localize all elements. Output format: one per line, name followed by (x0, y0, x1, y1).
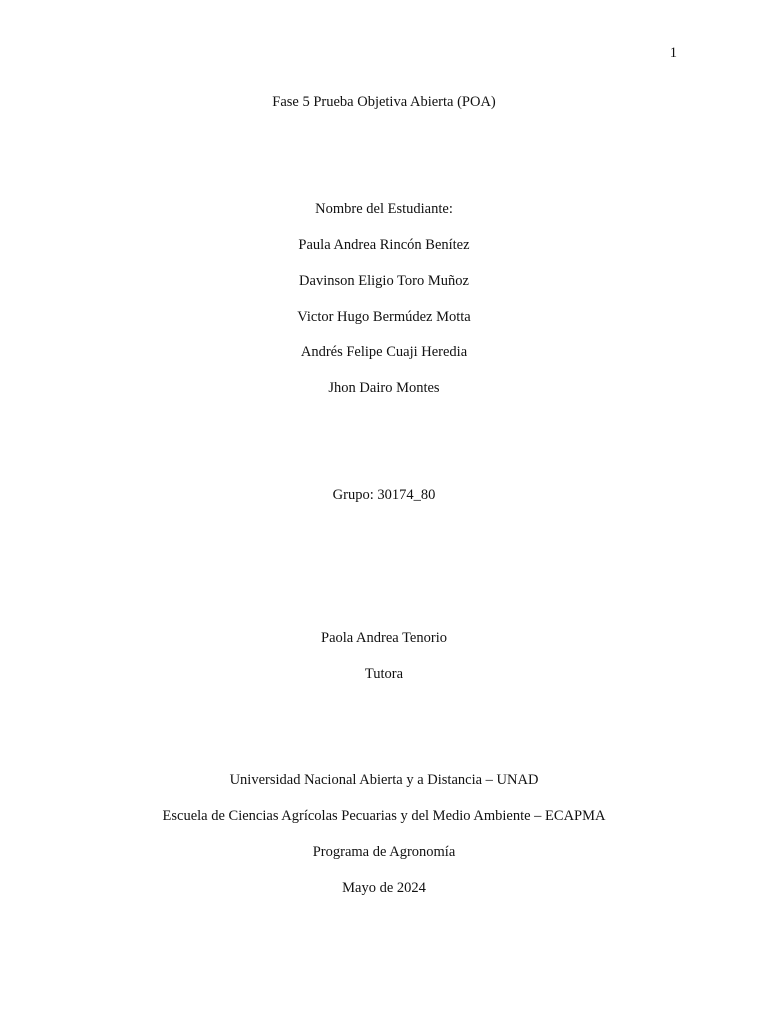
tutor-role: Tutora (364, 666, 404, 682)
student-name: Andrés Felipe Cuaji Heredia (300, 344, 468, 360)
page-number: 1 (669, 45, 677, 61)
student-name: Jhon Dairo Montes (328, 380, 440, 396)
school-name: Escuela de Ciencias Agrícolas Pecuarias y del Medio Ambiente – ECAPMA (162, 808, 606, 824)
student-name: Paula Andrea Rincón Benítez (298, 237, 470, 253)
university-name: Universidad Nacional Abierta y a Distancia – UNAD (229, 772, 539, 788)
students-label: Nombre del Estudiante: (315, 201, 453, 217)
student-name: Victor Hugo Bermúdez Motta (297, 309, 471, 325)
tutor-name: Paola Andrea Tenorio (321, 630, 447, 646)
student-name: Davinson Eligio Toro Muñoz (299, 273, 469, 289)
document-title: Fase 5 Prueba Objetiva Abierta (POA) (272, 94, 496, 110)
document-date: Mayo de 2024 (342, 880, 426, 896)
group-label: Grupo: 30174_80 (332, 487, 436, 503)
program-name: Programa de Agronomía (312, 844, 456, 860)
